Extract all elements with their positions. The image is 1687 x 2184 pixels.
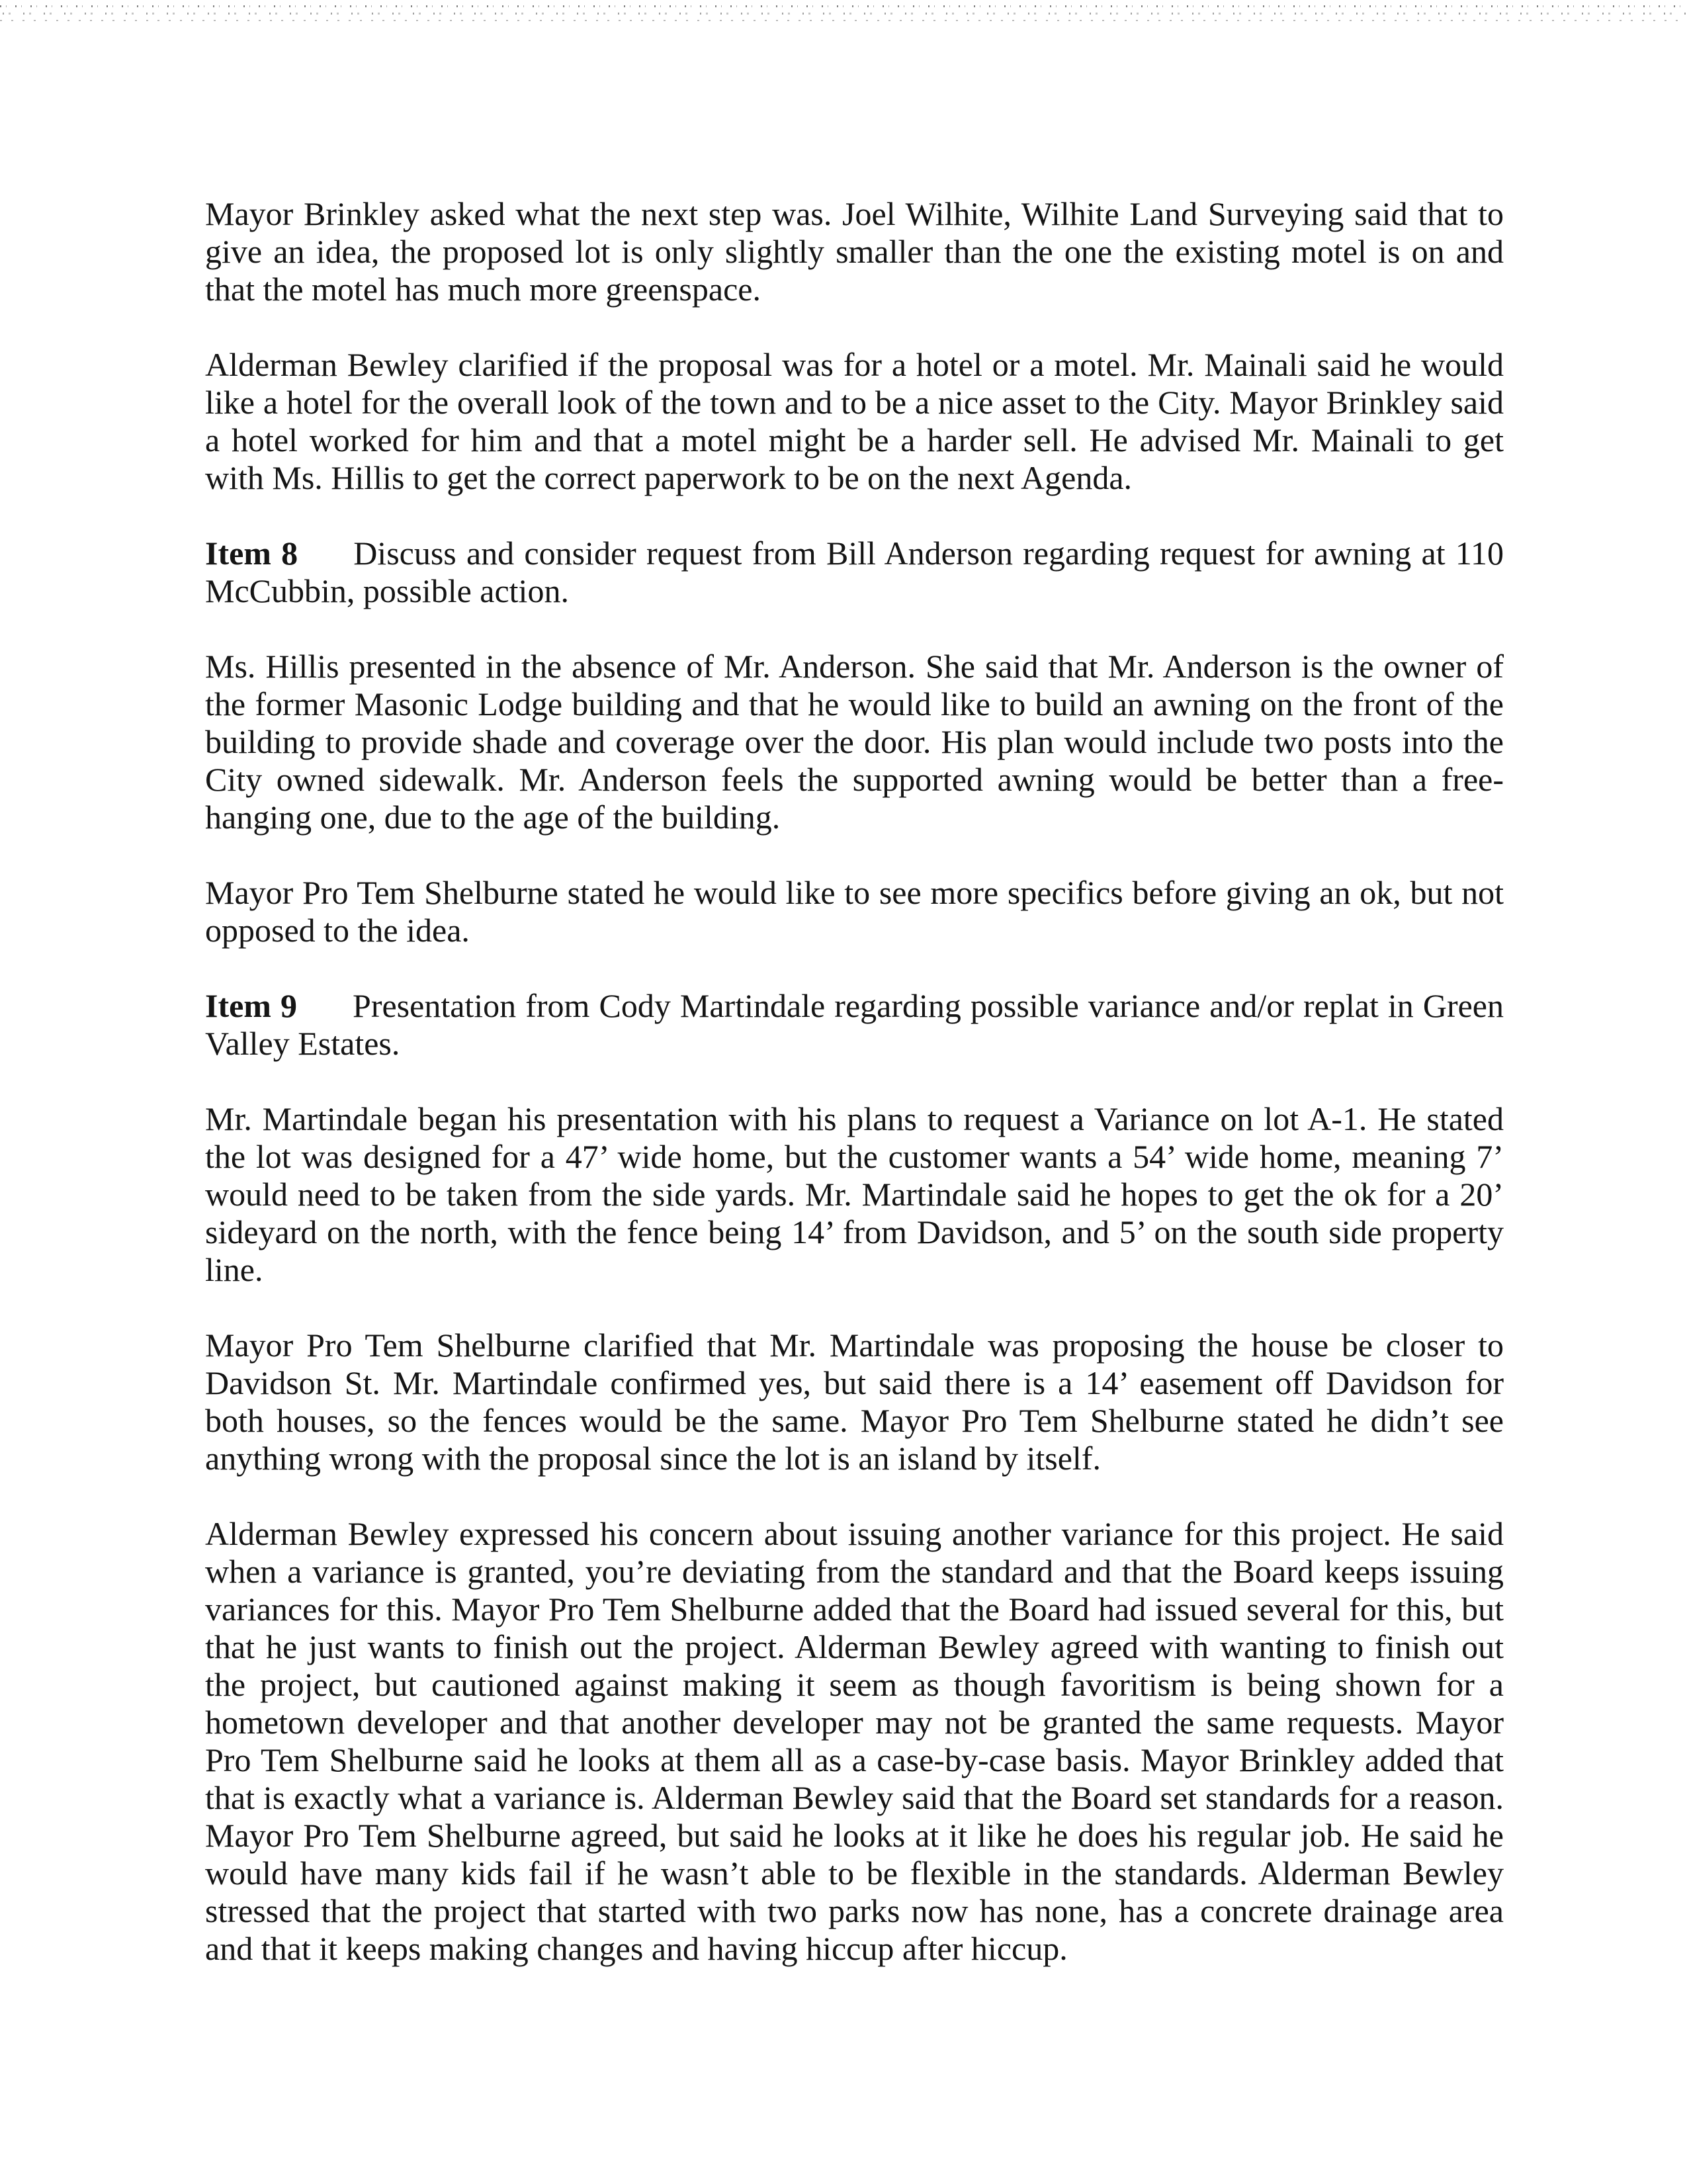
scan-artifact-band — [0, 4, 1687, 26]
paragraph-hotel-motel: Alderman Bewley clarified if the proposal was for a hotel or a motel. Mr. Mainali said he would like a hotel for the overall look of the town and to be a nice asset to the City. Mayor Brinkley said a hotel worked for him and that a motel might be a harder sell. He advised Mr. Mainali to get with Ms. Hillis to get the correct paperwork to be on the next Agenda. — [205, 346, 1504, 496]
paragraph-next-step: Mayor Brinkley asked what the next step was. Joel Wilhite, Wilhite Land Surveying said that to give an idea, the proposed lot is only slightly smaller than the one the existing motel is on and that the motel has much more greenspace. — [205, 195, 1504, 308]
item-8-text: Discuss and consider request from Bill Anderson regarding request for awning at 110 McCubbin, possible action. — [205, 535, 1504, 609]
document-text-block — [205, 195, 1504, 1968]
item-9-text: Presentation from Cody Martindale regarding possible variance and/or replat in Green Valley Estates. — [205, 987, 1504, 1062]
item-9-label: Item 9 — [205, 987, 298, 1024]
paragraph-shelburne-specifics: Mayor Pro Tem Shelburne stated he would like to see more specifics before giving an ok, but not opposed to the idea. — [205, 874, 1504, 949]
item-8-label: Item 8 — [205, 535, 298, 572]
item-8-paragraph — [205, 535, 1504, 610]
paragraph-shelburne-davidson: Mayor Pro Tem Shelburne clarified that Mr. Martindale was proposing the house be closer to Davidson St. Mr. Martindale confirmed yes, but said there is a 14’ easement off Davidson for both houses, so the fences would be the same. Mayor Pro Tem Shelburne stated he didn’t see anything wrong with the proposal since the lot is an island by itself. — [205, 1327, 1504, 1477]
paragraph-martindale-variance: Mr. Martindale began his presentation with his plans to request a Variance on lot A-1. He stated the lot was designed for a 47’ wide home, but the customer wants a 54’ wide home, meaning 7’ would need to be taken from the side yards. Mr. Martindale said he hopes to get the ok for a 20’ sideyard on the north, with the fence being 14’ from Davidson, and 5’ on the south side property line. — [205, 1100, 1504, 1288]
item-9-paragraph — [205, 987, 1504, 1063]
paragraph-bewley-concern: Alderman Bewley expressed his concern about issuing another variance for this project. He said when a variance is granted, you’re deviating from the standard and that the Board keeps issuing variances for this. Mayor Pro Tem Shelburne added that the Board had issued several for this, but that he just wants to finish out the project. Alderman Bewley agreed with wanting to finish out the project, but cautioned against making it seem as though favoritism is being shown for a hometown developer and that another developer may not be granted the same requests. Mayor Pro Tem Shelburne said he looks at them all as a case-by-case basis. Mayor Brinkley added that that is exactly what a variance is. Alderman Bewley said that the Board set standards for a reason. Mayor Pro Tem Shelburne agreed, but said he looks at it like he does his regular job. He said he would have many kids fail if he wasn’t able to be flexible in the standards. Alderman Bewley stressed that the project that started with two parks now has none, has a concrete drainage area and that it keeps making changes and having hiccup after hiccup. — [205, 1515, 1504, 1967]
paragraph-hillis-awning: Ms. Hillis presented in the absence of Mr. Anderson. She said that Mr. Anderson is the owner of the former Masonic Lodge building and that he would like to build an awning on the front of the building to provide shade and coverage over the door. His plan would include two posts into the City owned sidewalk. Mr. Anderson feels the supported awning would be better than a free-hanging one, due to the age of the building. — [205, 648, 1504, 836]
